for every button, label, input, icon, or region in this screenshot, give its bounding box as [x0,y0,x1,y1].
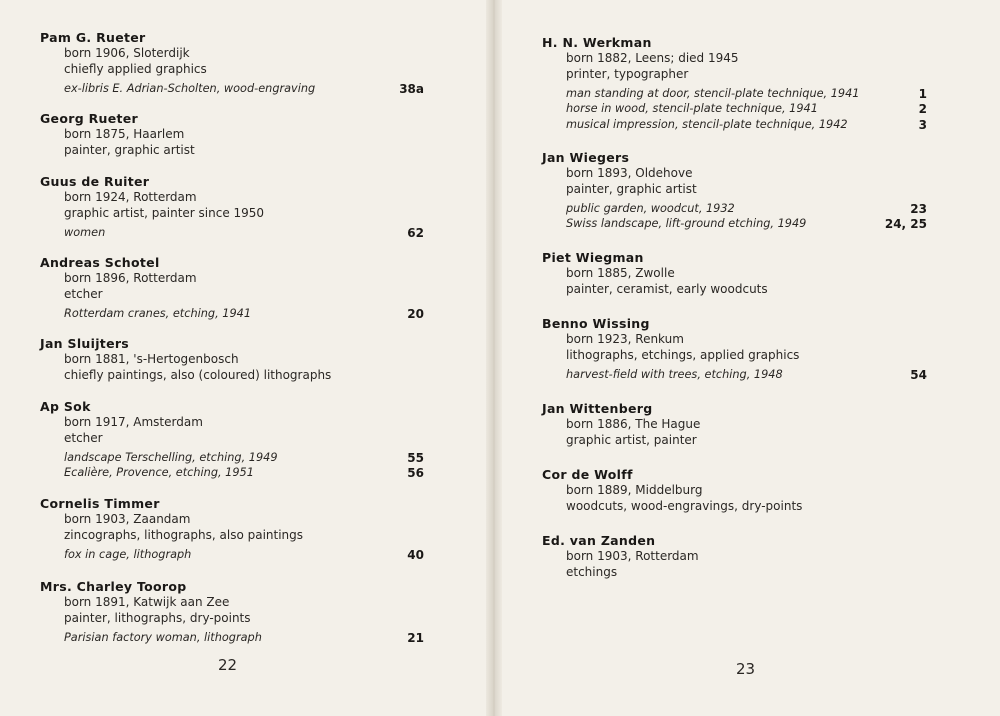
work-title: Swiss landscape, lift-ground etching, 1949 [566,217,807,231]
artist-media: chiefly paintings, also (coloured) lithographs [64,367,332,382]
artist-birth: born 1903, Zaandam [64,512,191,526]
artist-media: painter, lithographs, dry-points [64,610,251,625]
artist-birth: born 1889, Middelburg [566,483,703,497]
artist-media: painter, graphic artist [64,142,195,157]
artist-birth: born 1885, Zwolle [566,266,675,280]
catalogue-number: 40 [407,547,424,562]
artist-name: Mrs. Charley Toorop [40,579,187,594]
catalogue-number: 2 [918,102,927,117]
artist-name: Ed. van Zanden [542,533,656,548]
catalogue-number: 55 [407,450,424,465]
catalogue-number: 62 [407,225,424,240]
catalogue-number: 21 [407,630,424,645]
artist-birth: born 1896, Rotterdam [64,271,197,285]
artist-birth: born 1924, Rotterdam [64,190,197,204]
work-title: Ecalière, Provence, etching, 1951 [64,466,254,480]
catalogue-number: 38a [399,81,424,96]
catalogue-number: 54 [910,367,927,382]
artist-media: graphic artist, painter [566,432,697,447]
catalogue-number: 23 [910,201,927,216]
left-page [0,0,488,716]
artist-birth: born 1891, Katwijk aan Zee [64,595,230,609]
work-title: fox in cage, lithograph [64,547,192,561]
catalogue-number: 24, 25 [884,217,927,232]
work-title: women [64,225,106,239]
artist-name: Georg Rueter [40,111,139,126]
catalogue-number: 3 [918,118,927,133]
work-title: ex-libris E. Adrian-Scholten, wood-engraving [64,81,316,95]
work-title: harvest-field with trees, etching, 1948 [566,367,783,381]
artist-media: printer, typographer [566,66,689,81]
artist-birth: born 1886, The Hague [566,417,701,431]
work-title: musical impression, stencil-plate technique, 1942 [566,118,848,132]
artist-name: Benno Wissing [542,316,650,331]
artist-birth: born 1906, Sloterdijk [64,46,190,60]
artist-birth: born 1923, Renkum [566,332,684,346]
artist-media: painter, ceramist, early woodcuts [566,281,768,296]
artist-birth: born 1881, 's-Hertogenbosch [64,352,239,366]
artist-name: Guus de Ruiter [40,174,150,189]
artist-birth: born 1882, Leens; died 1945 [566,51,739,65]
work-title: landscape Terschelling, etching, 1949 [64,450,278,464]
artist-media: etcher [64,430,103,445]
page-number: 22 [218,656,238,674]
artist-media: etchings [566,564,618,579]
artist-media: zincographs, lithographs, also paintings [64,527,304,542]
work-title: Rotterdam cranes, etching, 1941 [64,306,252,320]
artist-birth: born 1903, Rotterdam [566,549,699,563]
artist-name: Andreas Schotel [40,255,160,270]
artist-media: graphic artist, painter since 1950 [64,205,265,220]
artist-name: Jan Wittenberg [542,401,653,416]
catalogue-number: 1 [918,86,927,101]
artist-name: Piet Wiegman [542,250,644,265]
work-title: man standing at door, stencil-plate technique, 1941 [566,86,860,100]
artist-name: Ap Sok [40,399,91,414]
artist-name: Pam G. Rueter [40,30,146,45]
artist-name: Cornelis Timmer [40,496,160,511]
artist-name: Jan Sluijters [40,336,130,351]
work-title: horse in wood, stencil-plate technique, 1941 [566,102,818,116]
work-title: public garden, woodcut, 1932 [566,201,735,215]
catalogue-number: 56 [407,466,424,481]
artist-media: etcher [64,286,103,301]
artist-media: painter, graphic artist [566,181,697,196]
right-page [500,0,1000,716]
work-title: Parisian factory woman, lithograph [64,630,262,644]
artist-media: chiefly applied graphics [64,61,207,76]
artist-media: lithographs, etchings, applied graphics [566,347,800,362]
artist-media: woodcuts, wood-engravings, dry-points [566,498,803,513]
artist-name: Jan Wiegers [542,150,630,165]
catalogue-number: 20 [407,306,424,321]
artist-name: H. N. Werkman [542,35,652,50]
page-number: 23 [736,660,756,678]
artist-birth: born 1875, Haarlem [64,127,185,141]
artist-birth: born 1917, Amsterdam [64,415,203,429]
artist-name: Cor de Wolff [542,467,633,482]
artist-birth: born 1893, Oldehove [566,166,693,180]
